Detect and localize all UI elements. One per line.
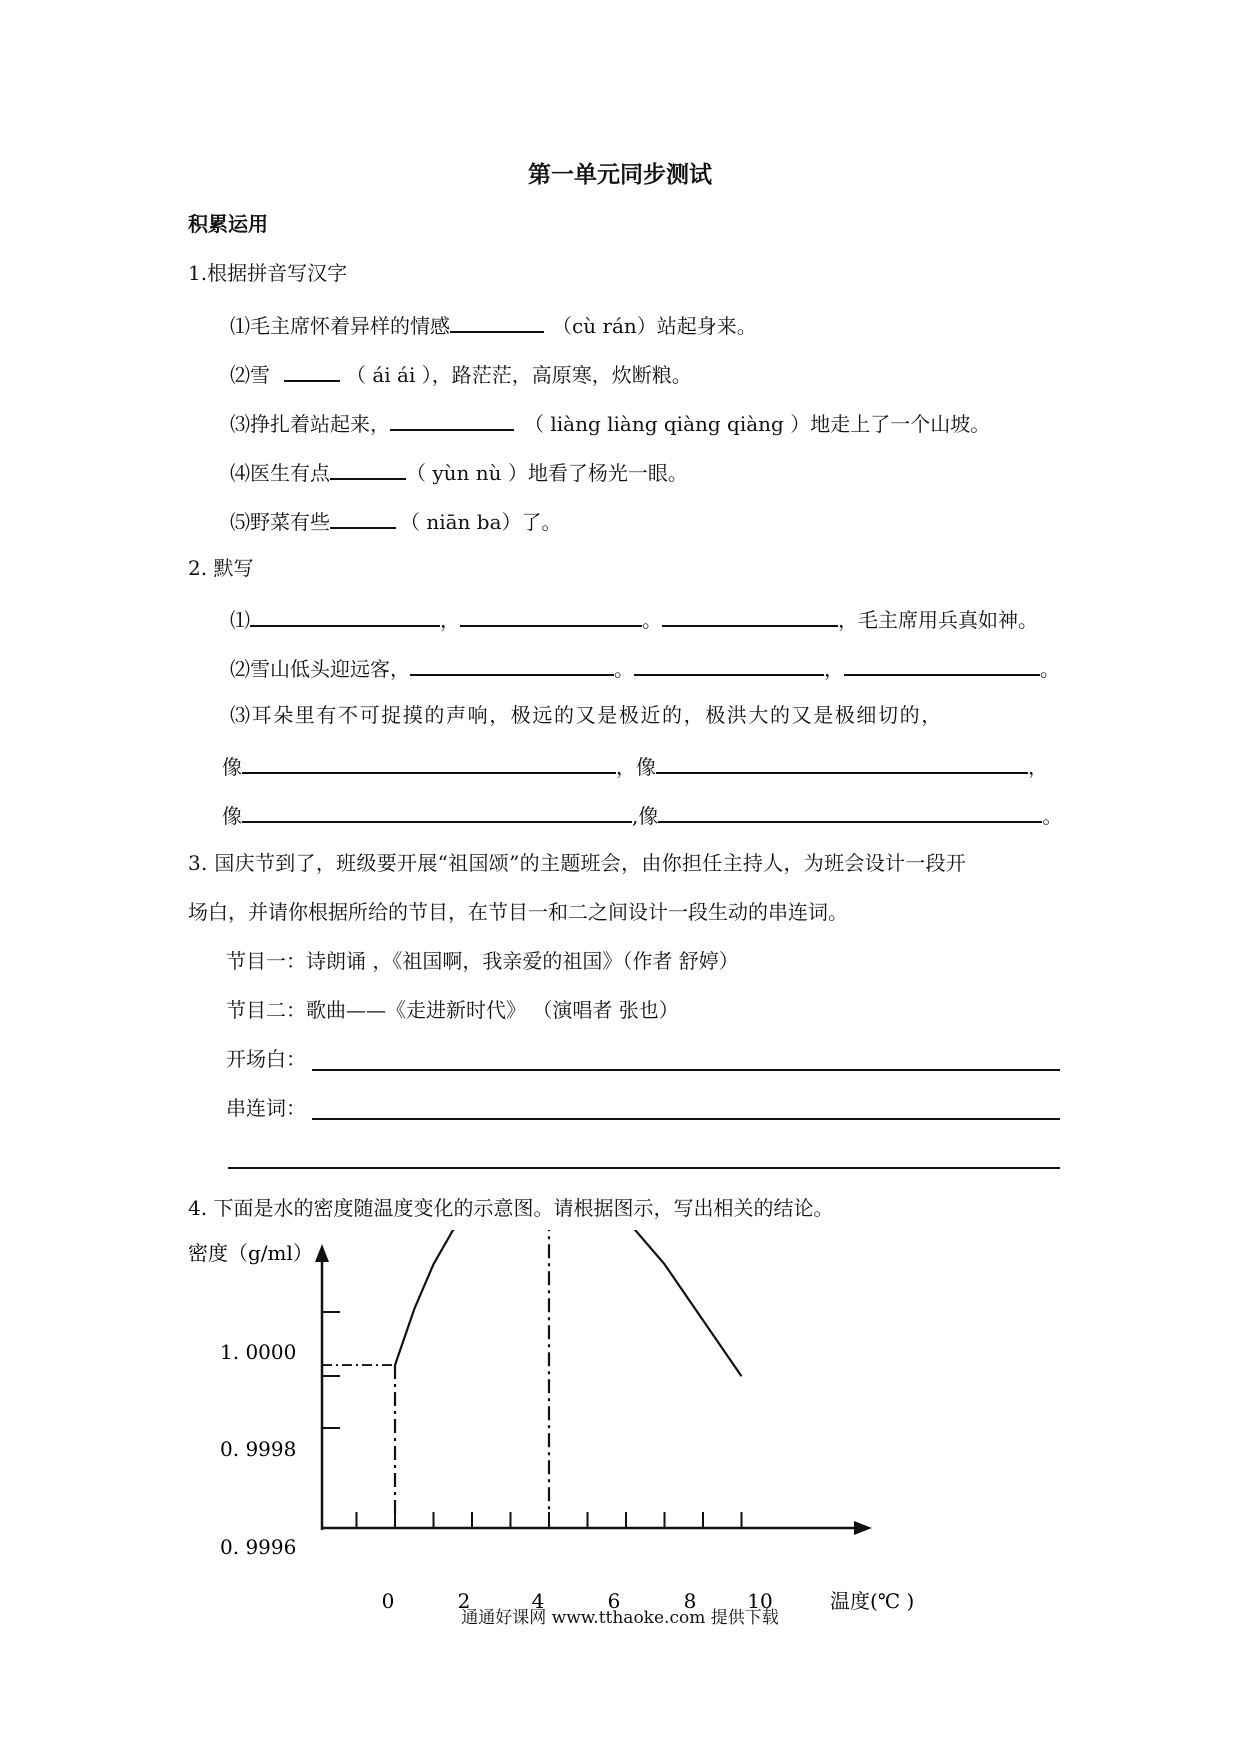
q2-line-2-prefix: ⑵雪山低头迎远客， [230,657,410,681]
q3-prompt-line-1: 3. 国庆节到了，班级要开展“祖国颂”的主题班会，由你担任主持人，为班会设计一段开 [188,851,967,875]
q4-prompt: 4. 下面是水的密度随温度变化的示意图。请根据图示，写出相关的结论。 [188,1196,834,1220]
x-tick-label-0: 0 [381,1589,395,1613]
q2-line-1-suffix: ，毛主席用兵真如神。 [838,608,1038,632]
q2-blank-5[interactable] [634,652,824,676]
q2-line-2-suffix: 。 [1040,657,1060,681]
q1-item-1-blank[interactable] [450,309,544,333]
q2-xiang-3: 像 [222,804,242,828]
x-axis-arrow [854,1521,872,1535]
q2-line-3: ⑶耳朵里有不可捉摸的声响，极远的又是极近的，极洪大的又是极细切的， [230,703,943,727]
q2-xiang-2: 像 [636,755,656,779]
q2-blank-6[interactable] [844,652,1040,676]
q3-program-1: 节目一：诗朗诵 ，《祖国啊，我亲爱的祖国》（作者 舒婷） [226,949,739,973]
q3-prompt-line-2: 场白，并请你根据所给的节目，在节目一和二之间设计一段生动的串连词。 [188,900,848,924]
q2-line-1-prefix: ⑴ [230,608,250,632]
q1-item-2-blank[interactable] [284,358,340,382]
q2-blank-8[interactable] [656,750,1028,774]
q3-linking-line[interactable] [312,1118,1060,1120]
q2-blank-1[interactable] [250,603,440,627]
q2-line-5 [222,799,1062,830]
q1-item-1-pinyin: （cù rán）站起身来。 [552,314,757,338]
y-axis-label: 密度（g/ml） [188,1241,313,1265]
y-tick-label: 1. 0000 [220,1340,297,1364]
q1-item-2 [230,358,692,389]
y-tick-labels [220,1340,296,1559]
q1-item-5-blank[interactable] [330,505,396,529]
q1-item-3-text: ⑶挣扎着站起来， [230,412,390,436]
q2-line-1-sep1: ， [440,608,460,632]
q1-item-3-pinyin: （ liàng liàng qiàng qiàng ）地走上了一个山坡。 [524,412,991,436]
q2-comma-3: , [632,804,639,828]
y-tick-label: 0. 9998 [220,1437,297,1461]
q2-blank-10[interactable] [658,799,1042,823]
q2-label: 2. 默写 [188,556,254,580]
density-curve [395,1230,742,1376]
q1-item-4-text: ⑷医生有点 [230,461,330,485]
q2-line-1-sep2: 。 [642,608,662,632]
q1-item-5-text: ⑸野菜有些 [230,510,330,534]
q1-item-3-blank[interactable] [390,407,514,431]
q1-item-4 [230,456,688,487]
q3-program-2: 节目二：歌曲——《走进新时代》 （演唱者 张也） [226,998,679,1022]
q2-xiang-1: 像 [222,755,242,779]
q2-comma-2: ， [1028,755,1048,779]
q1-item-3 [230,407,990,438]
q2-line-1 [230,603,1038,634]
x-tick-label-8: 8 [683,1589,697,1613]
y-tick-label: 0. 9996 [220,1535,297,1559]
page-title: 第一单元同步测试 [528,161,712,188]
x-tick-label-10: 10 [747,1589,773,1613]
section-heading: 积累运用 [188,212,268,236]
plot-area [322,1230,742,1528]
y-axis-arrow [315,1244,329,1262]
q1-item-2-pinyin: （ ái ái ），路茫茫，高原寒，炊断粮。 [346,363,692,387]
q1-item-5 [230,505,562,536]
q1-item-2-text: ⑵雪 [230,363,270,387]
q2-line-2-sep1: 。 [614,657,634,681]
q2-blank-7[interactable] [242,750,616,774]
x-tick-label-2: 2 [457,1589,471,1613]
footer-source: 通通好课网 www.tthaoke.com 提供下载 [461,1608,779,1628]
q2-blank-9[interactable] [242,799,632,823]
q2-xiang-4: 像 [638,804,659,828]
q1-item-4-pinyin: （ yùn nù ）地看了杨光一眼。 [406,461,688,485]
q3-extra-line[interactable] [228,1167,1060,1169]
q2-comma-1: ， [616,755,636,779]
q3-linking-label: 串连词： [226,1096,306,1120]
q1-item-5-pinyin: （ niān ba）了。 [400,510,562,534]
x-tick-label-6: 6 [607,1589,621,1613]
q2-line-4 [222,750,1048,781]
q1-label: 1.根据拼音写汉字 [188,261,348,285]
q2-blank-4[interactable] [410,652,614,676]
q3-opening-label: 开场白： [226,1047,306,1071]
q1-item-4-blank[interactable] [330,456,406,480]
density-chart [0,1230,1240,1750]
q1-item-1-text: ⑴毛主席怀着异样的情感 [230,314,450,338]
q1-item-1 [230,309,757,340]
x-axis-label: 温度(℃ ) [830,1589,915,1613]
q3-opening-line[interactable] [312,1069,1060,1071]
q2-period: 。 [1042,804,1063,828]
q2-blank-2[interactable] [460,603,642,627]
x-tick-label-4: 4 [531,1589,545,1613]
q2-line-2 [230,652,1060,683]
q2-blank-3[interactable] [662,603,838,627]
q2-line-2-sep2: ， [824,657,844,681]
